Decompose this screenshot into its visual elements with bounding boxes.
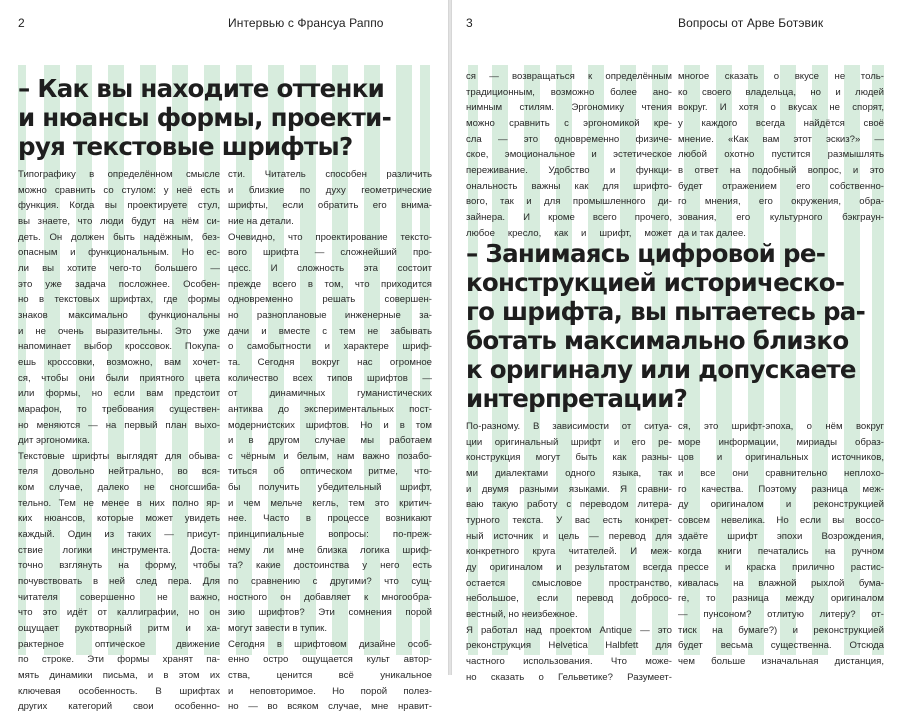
text-line: прессе и краска прилично растис- — [678, 561, 884, 573]
text-line: вого шрифта — сложнейший про- — [228, 247, 432, 259]
text-line: Типографику в определённом смысле — [18, 169, 220, 180]
answer-column-2 — [678, 419, 884, 670]
text-line: напоминает выбор кроссовок. Покупа- — [18, 341, 220, 353]
question-line: к оригиналу или допускаете — [466, 355, 856, 384]
text-line: По-разному. В зависимости от ситуа- — [466, 421, 672, 432]
text-line: переживание. Удобство и функци- — [466, 164, 672, 176]
left-page — [0, 0, 448, 713]
text-line: совсем невелика. Но если вы воссо- — [678, 514, 884, 526]
top-column-2 — [678, 69, 884, 241]
text-line: по строке. Эти формы хранят па- — [18, 654, 220, 666]
text-line: турного текста. У вас есть конкрет- — [466, 514, 672, 526]
text-line: точно взглянуть на форму, чтобы — [18, 560, 220, 572]
text-line: нимным стилям. Эргономику чтения — [466, 102, 672, 114]
question-line: и нюансы формы, проекти- — [18, 103, 392, 132]
text-line: принципиальные вопросы: по-преж- — [228, 529, 432, 541]
text-line: можно сравнить со стулом: у неё есть — [18, 184, 220, 196]
text-line: многое сказать о вкусе не толь- — [678, 71, 884, 82]
text-line: будет весьма существенна. Отсюда — [678, 640, 884, 652]
text-line: теля довольно нейтрально, во вся- — [18, 466, 220, 478]
text-line: будет отражением его собственно- — [678, 180, 884, 192]
answer-column-1 — [18, 167, 220, 715]
text-line: ваю такую работу с переводом литера- — [466, 499, 672, 511]
text-line: прежде всего в том, что приходится — [228, 278, 432, 290]
text-line: любое кресло, как и шрифт, может — [466, 227, 672, 239]
text-line: море информации, мириады образ- — [678, 436, 884, 448]
question-line: интерпретации? — [466, 384, 688, 413]
text-line: ми диалектами одного языка, так — [466, 467, 672, 479]
question-line: ботать максимально близко — [466, 326, 849, 355]
text-line: это уже задача посложнее. Особен- — [18, 278, 220, 290]
text-line: конкретного круга читателей. И меж- — [466, 546, 672, 558]
running-head: Вопросы от Арве Ботэвик — [678, 16, 824, 30]
page-number: 3 — [466, 16, 473, 30]
question-heading — [466, 239, 865, 413]
answer-column-1 — [466, 419, 672, 685]
text-line: и не очень выразительны. Это уже — [18, 325, 220, 337]
text-line: ся — возвращаться к определённым — [466, 71, 672, 82]
text-line: та? какие достоинства у него есть — [228, 560, 432, 572]
text-line: от динамичных гуманистических — [228, 388, 432, 400]
text-line: цов и оригинальных источников, — [678, 452, 884, 464]
text-line: нее. Часто в процессе возникают — [228, 513, 432, 525]
text-line: реконструкция Helvetica Halbfett для — [466, 640, 672, 652]
text-line: Я работал над проектом Antique — это — [466, 624, 672, 636]
text-line: дит эргономика. — [18, 435, 90, 447]
text-line: кивалась на влажной рыхлой бума- — [678, 577, 884, 589]
text-line: зию шрифтов? Эти сомнения порой — [228, 607, 432, 619]
text-line: функция. Когда вы проектируете стул, — [18, 200, 220, 212]
text-line: ко своего владельца, но и людей — [678, 86, 884, 98]
text-line: но — во всяком случае, мне нравит- — [228, 701, 432, 713]
text-line: модернистских шрифтов. Но и в том — [228, 419, 432, 431]
text-line: цесс. И сложность эта состоит — [228, 262, 432, 274]
text-line: нему ли мне близка логика шриф- — [228, 544, 432, 556]
text-line: но в текстовых шрифтах, где формы — [18, 294, 220, 306]
text-line: ское, эмоциональное и эстетическое — [466, 149, 672, 161]
text-line: ции оригинальный шрифт и его ре- — [466, 436, 672, 448]
text-line: и двумя разными языками. Я сравни- — [466, 483, 672, 495]
text-line: тельно. Тем не менее в них полно яр- — [18, 497, 220, 509]
text-line: здаёте шрифт эпохи Возрождения, — [678, 530, 884, 542]
text-line: вого, так и для промышленного ди- — [466, 196, 672, 208]
text-line: Очевидно, что проектирование тексто- — [228, 231, 432, 243]
text-line: ностного он добавляет к многообра- — [228, 591, 432, 603]
text-line: чем больше изначальная дистанция, — [678, 655, 884, 667]
text-line: небольшое, если перевод добросо- — [466, 593, 672, 605]
text-line: антиква до экспериментальных пост- — [228, 403, 432, 415]
text-line: ком случае, далеко не сногсшиба- — [18, 482, 220, 494]
text-line: но меняются — на первый план выхо- — [18, 419, 220, 431]
text-line: и все они сравнительно неплохо- — [678, 467, 884, 479]
text-line: — пунсоном? отлитую литеру? от- — [678, 608, 884, 620]
text-line: ся, это шрифт-эпоха, о нём вокруг — [678, 421, 884, 432]
text-line: дачи и вместе с тем не забывать — [228, 325, 432, 337]
text-line: количество всех типов шрифтов — — [228, 372, 432, 384]
text-line: рактерное оптическое движение — [18, 638, 220, 650]
text-line: в ответ на подобный вопрос, и это — [678, 164, 884, 176]
text-line: титься об оптическом ритме, что- — [228, 466, 432, 478]
text-line: ли вы хотите чего-то большего — — [18, 262, 220, 274]
right-page — [452, 0, 900, 683]
text-line: у каждого всегда найдётся своё — [678, 117, 884, 129]
text-line: ние на детали. — [228, 215, 294, 227]
text-line: ства, ценится всё уникальное — [228, 670, 432, 681]
text-line: и в другом случае мы работаем — [228, 435, 432, 447]
text-line: каждый. Один из таких — присут- — [18, 529, 220, 541]
text-line: частного использования. Что може- — [466, 655, 672, 667]
text-line: с чёрным и белым, нам важно позабо- — [228, 450, 432, 462]
text-line: вы знаете, что люди будут на нём си- — [18, 215, 220, 227]
question-line: конструкцией историческо- — [466, 268, 845, 297]
text-line: остается смысловое пространство, — [466, 577, 672, 589]
text-line: и неповторимое. Но порой полез- — [228, 685, 432, 697]
text-line: ду оригиналом и реконструкцией — [678, 499, 884, 511]
text-line: одновременно решать совершен- — [228, 294, 432, 306]
text-line: но сказать о Гельветике? Разумеет- — [466, 671, 672, 683]
text-line: опасным и функциональным. Но ес- — [18, 247, 220, 259]
text-line: шрифты, если обратить его внима- — [228, 200, 432, 212]
text-line: ких нюансов, которые может увидеть — [18, 513, 220, 525]
text-line: го мнения, его окружения, обра- — [678, 196, 884, 208]
text-line: сла — это одновременно физиче- — [466, 133, 672, 145]
text-line: деть. Он должен быть надёжным, без- — [18, 231, 220, 243]
text-line: могут завести в тупик. — [228, 623, 328, 635]
text-line: Текстовые шрифты выглядят для обыва- — [18, 450, 220, 462]
text-line: та. Сегодня вокруг нас огромное — [228, 356, 432, 368]
text-line: и близкие по духу геометрические — [228, 184, 432, 196]
text-line: мять динамики письма, и в этом их — [18, 670, 220, 681]
text-line: знаков максимально функциональны — [18, 309, 220, 321]
text-line: ный источник и цель — перевод для — [466, 530, 672, 542]
text-line: ду оригиналом и результатом всегда — [466, 561, 672, 573]
text-line: о самобытности и характере шриф- — [228, 341, 432, 353]
text-line: го качества. Поэтому разница меж- — [678, 483, 884, 495]
text-line: что это идёт от каллиграфии, но он — [18, 607, 220, 619]
text-line: вестный, но неизбежное. — [466, 608, 578, 620]
text-line: ощущает рукотворный ритм и ха- — [18, 623, 220, 635]
text-line: конструкция могут быть как разны- — [466, 452, 672, 464]
text-line: марафон, то требования существен- — [18, 403, 220, 415]
answer-column-2 — [228, 167, 432, 715]
text-line: тиск на бумаге?) и реконструкцией — [678, 624, 884, 636]
text-line: но разноплановые инженерные за- — [228, 309, 432, 321]
text-line: по сравнению с другими? что сущ- — [228, 576, 432, 588]
text-line: или формы, но если вам предстоит — [18, 388, 220, 400]
text-line: вокруг. И хотя о вкусах не спорят, — [678, 102, 884, 114]
question-line: руя текстовые шрифты? — [18, 132, 353, 161]
running-head: Интервью с Франсуа Раппо — [228, 16, 384, 30]
text-line: да и так далее. — [678, 227, 746, 239]
text-line: зования, его культурного бэкграун- — [678, 211, 884, 223]
text-line: сти. Читатель способен различить — [228, 169, 432, 180]
text-line: когда книги печатались на ручном — [678, 546, 884, 558]
text-line: мнение. «Как вам этот эскиз?» — — [678, 133, 884, 145]
text-line: ешь кроссовки, возможно, вам хочет- — [18, 356, 220, 368]
text-line: читателя совершенно не важно, — [18, 591, 220, 603]
text-line: бы получить убедительный шрифт, — [228, 482, 432, 494]
text-line: ге, то разница между оригиналом — [678, 593, 884, 605]
top-column-1 — [466, 69, 672, 241]
text-line: енно остро ощущается культ автор- — [228, 654, 432, 666]
text-line: других категорий свои особенно- — [18, 701, 220, 713]
question-line: – Занимаясь цифровой ре- — [466, 239, 826, 268]
question-line: го шрифта, вы пытаетесь ра- — [466, 297, 866, 326]
question-heading — [18, 74, 391, 161]
text-line: Сегодня в шрифтовом дизайне особ- — [228, 638, 432, 650]
text-line: зайнера. И кроме всего прочего, — [466, 211, 672, 223]
text-line: можно сравнить с эргономикой кре- — [466, 117, 672, 129]
text-line: и чем мельче кегль, тем это критич- — [228, 497, 432, 509]
text-line: ствие логики инструмента. Доста- — [18, 544, 220, 556]
text-line: ся, чтобы они были приятного цвета — [18, 372, 220, 384]
text-line: ональность важны как для шрифто- — [466, 180, 672, 192]
text-line: почувствовать в ней след пера. Для — [18, 576, 220, 588]
question-line: – Как вы находите оттенки — [18, 74, 385, 103]
text-line: любой охотно пустится размышлять — [678, 149, 884, 161]
text-line: традиционным, возможно более ано- — [466, 86, 672, 98]
text-line: ключевая особенность. В шрифтах — [18, 685, 220, 697]
page-number: 2 — [18, 16, 25, 30]
